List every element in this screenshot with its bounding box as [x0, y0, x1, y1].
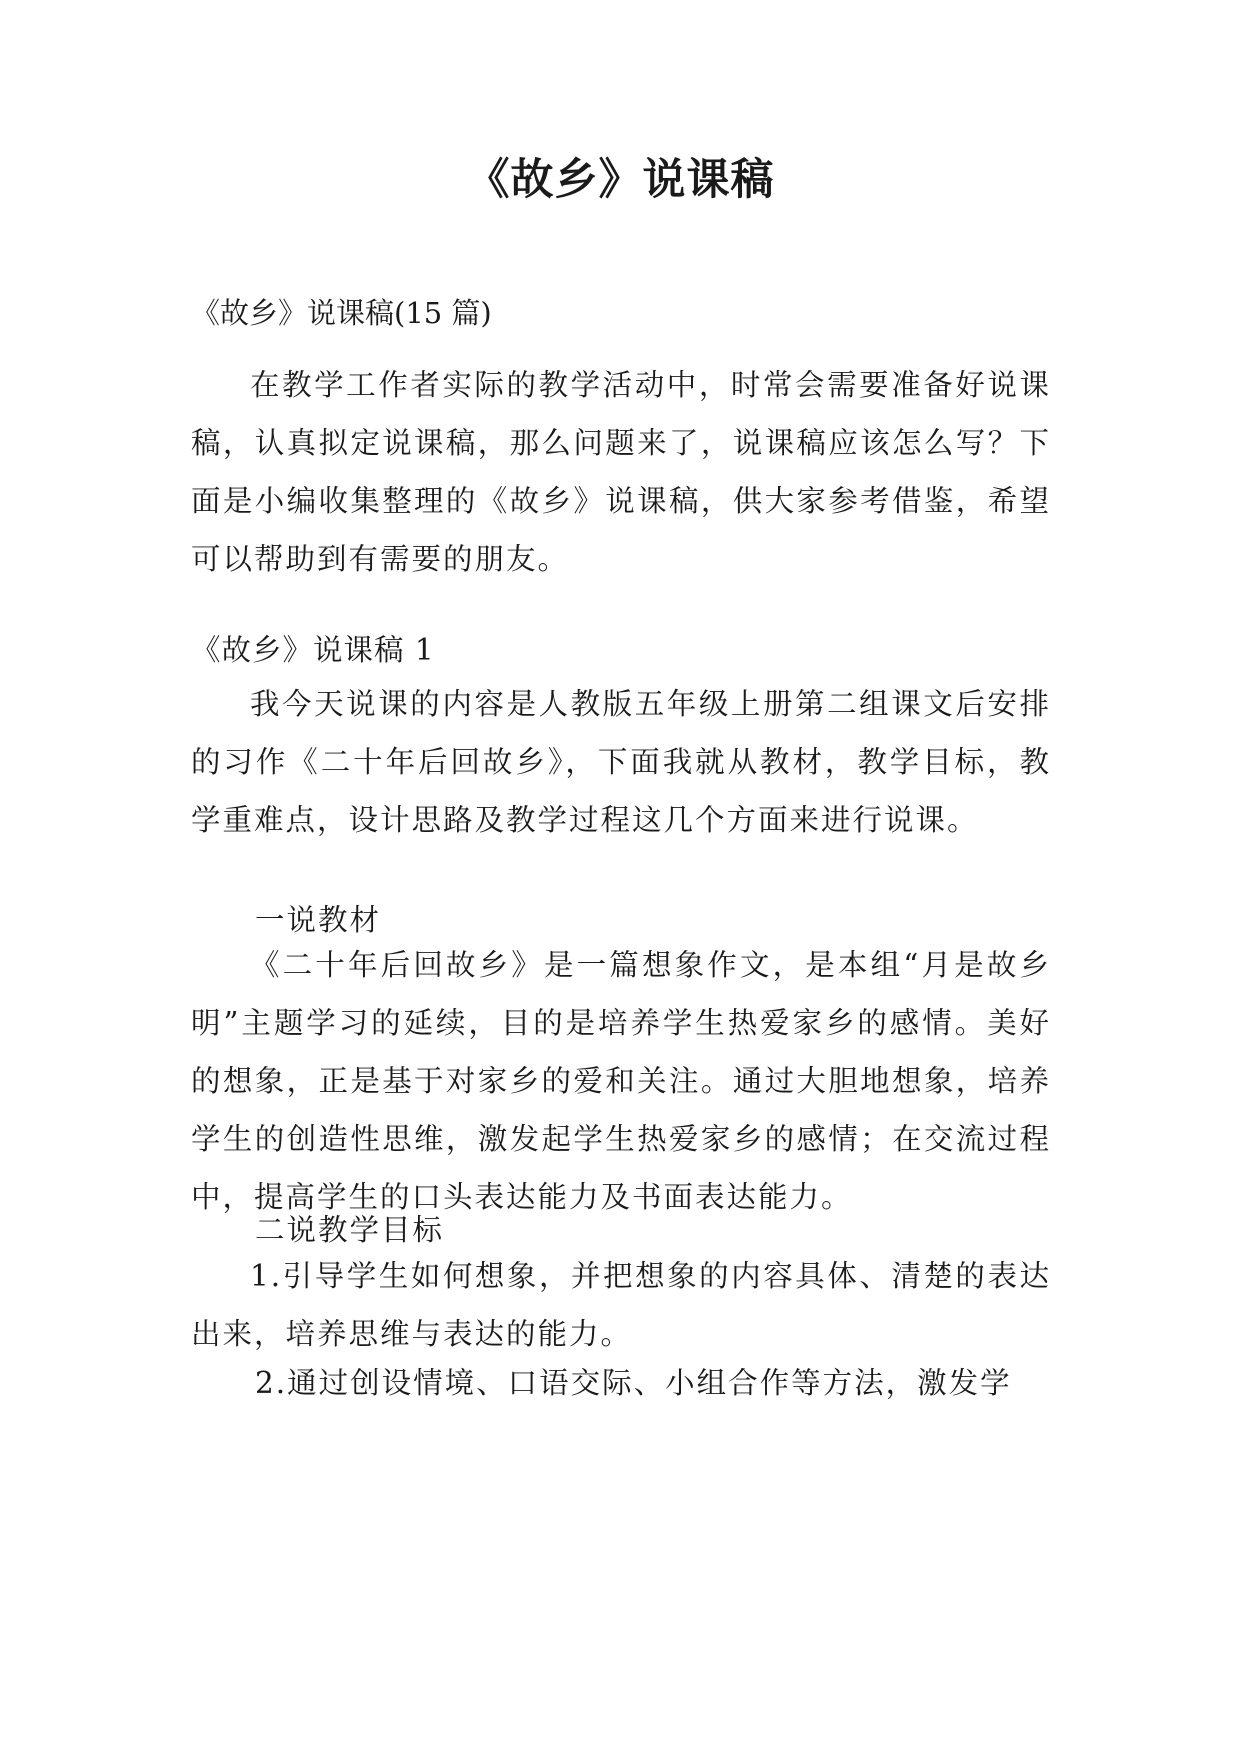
section-1-heading: 《故乡》说课稿 1 — [191, 633, 435, 667]
goal-1-paragraph: 1.引导学生如何想象，并把想象的内容具体、清楚的表达出来，培养思维与表达的能力。 — [191, 1259, 1051, 1351]
part-2-heading: 二说教学目标 — [255, 1213, 445, 1247]
intro-paragraph: 在教学工作者实际的教学活动中，时常会需要准备好说课稿，认真拟定说课稿，那么问题来了，说课稿应该怎么写？下面是小编收集整理的《故乡》说课稿，供大家参考借鉴，希望可以帮助到有需要的朋友。 — [191, 368, 1051, 576]
document-subtitle: 《故乡》说课稿(15 篇) — [191, 296, 492, 330]
goal-2-paragraph: 2.通过创设情境、口语交际、小组合作等方法，激发学 — [255, 1366, 1012, 1400]
part-1-paragraph: 《二十年后回故乡》是一篇想象作文，是本组“月是故乡明”主题学习的延续，目的是培养学生热爱家乡的感情。美好的想象，正是基于对家乡的爱和关注。通过大胆地想象，培养学生的创造性思维，激发起学生热爱家乡的感情；在交流过程中，提高学生的口头表达能力及书面表达能力。 — [191, 948, 1051, 1214]
document-title: 《故乡》说课稿 — [466, 155, 775, 205]
part-1-heading: 一说教材 — [255, 903, 382, 937]
section-1-paragraph: 我今天说课的内容是人教版五年级上册第二组课文后安排的习作《二十年后回故乡》，下面我就从教材，教学目标，教学重难点，设计思路及教学过程这几个方面来进行说课。 — [191, 687, 1051, 837]
